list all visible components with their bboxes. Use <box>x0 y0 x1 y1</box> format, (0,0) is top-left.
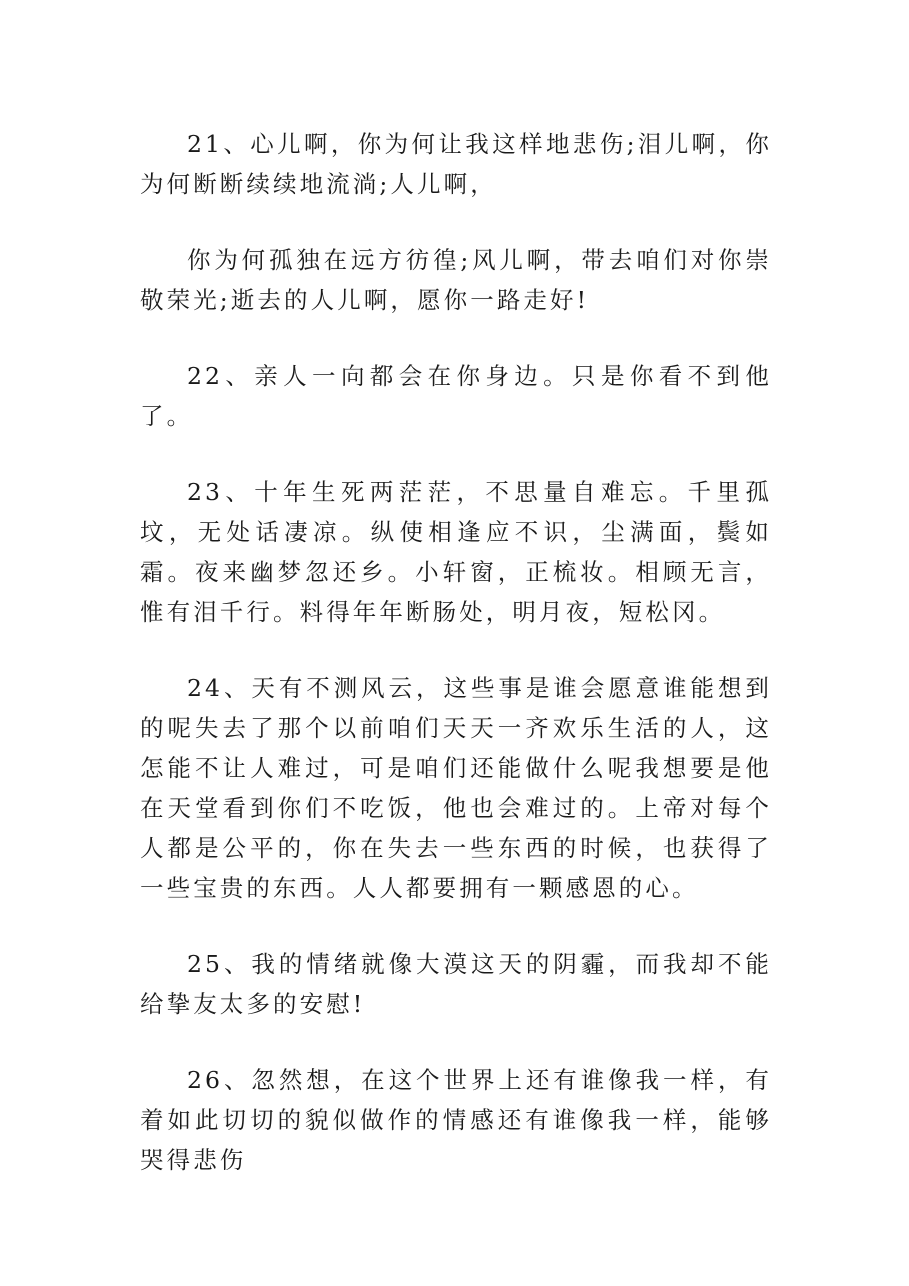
paragraph-21: 21、心儿啊，你为何让我这样地悲伤;泪儿啊，你为何断断续续地流淌;人儿啊， <box>140 130 772 198</box>
document-body <box>140 124 772 1216</box>
paragraph-21-continued: 你为何孤独在远方彷徨;风儿啊，带去咱们对你崇敬荣光;逝去的人儿啊，愿你一路走好! <box>140 246 772 314</box>
paragraph-24: 24、天有不测风云，这些事是谁会愿意谁能想到的呢失去了那个以前咱们天天一齐欢乐生活的人，这怎能不让人难过，可是咱们还能做什么呢我想要是他在天堂看到你们不吃饭，他也会难过的。上帝对每个人都是公平的，你在失去一些东西的时候，也获得了一些宝贵的东西。人人都要拥有一颗感恩的心。 <box>140 674 772 902</box>
paragraph-23: 23、十年生死两茫茫，不思量自难忘。千里孤坟，无处话凄凉。纵使相逢应不识，尘满面，鬓如霜。夜来幽梦忽还乡。小轩窗，正梳妆。相顾无言，惟有泪千行。料得年年断肠处，明月夜，短松冈。 <box>140 478 772 626</box>
paragraph-22: 22、亲人一向都会在你身边。只是你看不到他了。 <box>140 362 772 430</box>
paragraph-25: 25、我的情绪就像大漠这天的阴霾，而我却不能给挚友太多的安慰! <box>140 950 772 1018</box>
paragraph-26: 26、忽然想，在这个世界上还有谁像我一样，有着如此切切的貌似做作的情感还有谁像我一样，能够哭得悲伤 <box>140 1066 772 1174</box>
